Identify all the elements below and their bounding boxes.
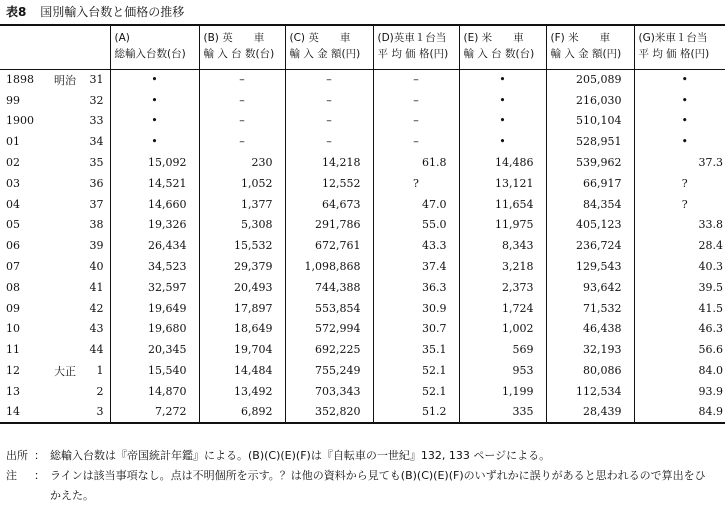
- table-number: 表8: [6, 5, 27, 19]
- table-row: [0, 402, 725, 423]
- cell-uk-avg-price: –: [373, 111, 459, 132]
- cell-year: 1900: [6, 114, 34, 128]
- cell-total-imports: 19,680: [110, 319, 199, 340]
- cell-uk-avg-price: 52.1: [373, 360, 459, 381]
- cell-uk-avg-price: 37.4: [373, 256, 459, 277]
- header-col-g: (G)米車１台当 平 均 価 格(円): [634, 25, 725, 69]
- cell-era: [50, 215, 86, 236]
- cell-uk-units: 14,484: [199, 360, 285, 381]
- cell-era: [50, 256, 86, 277]
- table-row: [0, 111, 725, 132]
- cell-uk-avg-price: –: [373, 90, 459, 111]
- cell-us-avg-price: 39.5: [634, 277, 725, 298]
- header-col-b: (B) 英 車 輸 入 台 数(台): [199, 25, 285, 69]
- data-table: [0, 24, 725, 424]
- cell-us-units: 2,373: [459, 277, 546, 298]
- cell-era-year: 1: [96, 364, 104, 378]
- cell-uk-avg-price: –: [373, 69, 459, 90]
- cell-uk-units: 6,892: [199, 402, 285, 423]
- cell-us-value: 539,962: [546, 152, 634, 173]
- cell-total-imports: 19,326: [110, 215, 199, 236]
- cell-us-units: 953: [459, 360, 546, 381]
- cell-era-year: 33: [89, 114, 104, 128]
- cell-uk-value: 672,761: [285, 235, 373, 256]
- cell-us-avg-price: •: [634, 90, 725, 111]
- cell-us-avg-price: ?: [634, 194, 725, 215]
- cell-era: [50, 298, 86, 319]
- cell-era-year: 42: [89, 301, 104, 315]
- cell-era: [50, 235, 86, 256]
- cell-era: [50, 402, 86, 423]
- table-row: [0, 256, 725, 277]
- cell-era: [50, 319, 86, 340]
- cell-total-imports: 7,272: [110, 402, 199, 423]
- cell-uk-avg-price: 47.0: [373, 194, 459, 215]
- cell-us-avg-price: 40.3: [634, 256, 725, 277]
- cell-year: 06: [6, 239, 20, 253]
- table-row: [0, 152, 725, 173]
- cell-uk-avg-price: 36.3: [373, 277, 459, 298]
- cell-total-imports: 15,092: [110, 152, 199, 173]
- cell-us-avg-price: 46.3: [634, 319, 725, 340]
- cell-era-year: 40: [89, 260, 104, 274]
- cell-total-imports: 19,649: [110, 298, 199, 319]
- cell-era: [50, 90, 86, 111]
- cell-uk-avg-price: 52.1: [373, 381, 459, 402]
- cell-era: [50, 152, 86, 173]
- cell-total-imports: 20,345: [110, 339, 199, 360]
- cell-uk-value: –: [285, 90, 373, 111]
- table-row: [0, 90, 725, 111]
- note-remark: 注 ： ラインは該当事項なし。点は不明個所を示す。？は他の資料から見ても(B)(C)(E)(F)のいずれかに誤りがあると思われるので算出をひかえた。: [6, 469, 706, 502]
- cell-us-value: 80,086: [546, 360, 634, 381]
- cell-uk-value: 1,098,868: [285, 256, 373, 277]
- cell-year: 05: [6, 218, 20, 232]
- cell-era-year: 38: [89, 218, 104, 232]
- cell-uk-avg-price: 55.0: [373, 215, 459, 236]
- table-row: [0, 339, 725, 360]
- cell-uk-avg-price: 30.7: [373, 319, 459, 340]
- cell-us-value: 205,089: [546, 69, 634, 90]
- table-row: [0, 173, 725, 194]
- table-row: [0, 131, 725, 152]
- cell-us-avg-price: 28.4: [634, 235, 725, 256]
- cell-us-units: 1,199: [459, 381, 546, 402]
- cell-us-units: 1,724: [459, 298, 546, 319]
- cell-uk-value: 64,673: [285, 194, 373, 215]
- cell-uk-units: –: [199, 69, 285, 90]
- cell-us-value: 405,123: [546, 215, 634, 236]
- cell-total-imports: 26,434: [110, 235, 199, 256]
- cell-era: [50, 381, 86, 402]
- cell-uk-units: 1,377: [199, 194, 285, 215]
- cell-us-units: 3,218: [459, 256, 546, 277]
- cell-uk-units: –: [199, 131, 285, 152]
- cell-era-year: 36: [89, 176, 104, 190]
- cell-us-units: 8,343: [459, 235, 546, 256]
- cell-year: 99: [6, 93, 20, 107]
- cell-us-units: 1,002: [459, 319, 546, 340]
- cell-uk-avg-price: –: [373, 131, 459, 152]
- table-row: [0, 298, 725, 319]
- cell-era: [50, 131, 86, 152]
- cell-uk-value: –: [285, 131, 373, 152]
- cell-uk-units: 29,379: [199, 256, 285, 277]
- cell-year: 07: [6, 260, 20, 274]
- cell-uk-avg-price: 43.3: [373, 235, 459, 256]
- table-row: [0, 215, 725, 236]
- cell-uk-avg-price: 30.9: [373, 298, 459, 319]
- cell-us-value: 71,532: [546, 298, 634, 319]
- cell-uk-value: 14,218: [285, 152, 373, 173]
- table-row: [0, 194, 725, 215]
- cell-era: 大正: [54, 364, 76, 378]
- cell-uk-value: –: [285, 69, 373, 90]
- table-row: [0, 69, 725, 90]
- cell-uk-value: 755,249: [285, 360, 373, 381]
- cell-uk-units: –: [199, 111, 285, 132]
- table-row: [0, 235, 725, 256]
- cell-us-value: 216,030: [546, 90, 634, 111]
- cell-era-year: 32: [89, 93, 104, 107]
- cell-us-units: 13,121: [459, 173, 546, 194]
- table-row: [0, 381, 725, 402]
- cell-total-imports: •: [110, 131, 199, 152]
- cell-us-value: 112,534: [546, 381, 634, 402]
- cell-us-value: 46,438: [546, 319, 634, 340]
- cell-us-value: 66,917: [546, 173, 634, 194]
- cell-us-avg-price: 93.9: [634, 381, 725, 402]
- cell-era-year: 3: [86, 402, 110, 423]
- cell-total-imports: 14,660: [110, 194, 199, 215]
- cell-year: 12: [6, 364, 20, 378]
- cell-year: 14: [0, 402, 50, 423]
- cell-us-avg-price: •: [634, 111, 725, 132]
- cell-uk-avg-price: 51.2: [373, 402, 459, 423]
- cell-us-value: 93,642: [546, 277, 634, 298]
- cell-total-imports: 32,597: [110, 277, 199, 298]
- cell-uk-units: 15,532: [199, 235, 285, 256]
- cell-era-year: 39: [89, 239, 104, 253]
- cell-uk-avg-price: 61.8: [373, 152, 459, 173]
- cell-era-year: 37: [89, 197, 104, 211]
- cell-us-units: 11,975: [459, 215, 546, 236]
- cell-us-avg-price: •: [634, 131, 725, 152]
- cell-total-imports: 15,540: [110, 360, 199, 381]
- cell-uk-units: 18,649: [199, 319, 285, 340]
- cell-era-year: 41: [89, 280, 104, 294]
- cell-uk-value: 12,552: [285, 173, 373, 194]
- table-row: [0, 319, 725, 340]
- header-col-f: (F) 米 車 輸 入 金 額(円): [546, 25, 634, 69]
- cell-uk-value: 553,854: [285, 298, 373, 319]
- cell-year: 11: [6, 343, 20, 357]
- cell-uk-value: 291,786: [285, 215, 373, 236]
- cell-us-avg-price: 41.5: [634, 298, 725, 319]
- header-col-e: (E) 米 車 輸 入 台 数(台): [459, 25, 546, 69]
- cell-us-units: 569: [459, 339, 546, 360]
- header-col-a: (A) 総輸入台数(台): [110, 25, 199, 69]
- cell-uk-units: –: [199, 90, 285, 111]
- cell-era: [50, 277, 86, 298]
- cell-us-avg-price: ?: [634, 173, 725, 194]
- cell-us-avg-price: 84.9: [634, 402, 725, 423]
- cell-year: 01: [6, 135, 20, 149]
- cell-us-avg-price: 33.8: [634, 215, 725, 236]
- cell-us-units: •: [459, 131, 546, 152]
- table-title: [6, 3, 184, 21]
- cell-total-imports: •: [110, 111, 199, 132]
- cell-year: 08: [6, 280, 20, 294]
- cell-us-value: 236,724: [546, 235, 634, 256]
- cell-us-units: 11,654: [459, 194, 546, 215]
- cell-era-year: 31: [89, 73, 104, 87]
- cell-us-units: •: [459, 111, 546, 132]
- cell-us-avg-price: 37.3: [634, 152, 725, 173]
- cell-uk-value: 744,388: [285, 277, 373, 298]
- cell-era: [50, 339, 86, 360]
- cell-uk-units: 13,492: [199, 381, 285, 402]
- cell-era-year: 2: [96, 384, 104, 398]
- cell-us-units: •: [459, 69, 546, 90]
- table-body: [0, 69, 725, 423]
- cell-year: 1898: [6, 73, 34, 87]
- cell-us-value: 129,543: [546, 256, 634, 277]
- cell-us-avg-price: 56.6: [634, 339, 725, 360]
- cell-era-year: 43: [89, 322, 104, 336]
- note-source: 出所 ： 総輸入台数は『帝国統計年鑑』による。(B)(C)(E)(F)は『自転車の一世紀』132, 133 ページによる。: [6, 449, 551, 462]
- cell-uk-value: –: [285, 111, 373, 132]
- cell-uk-units: 230: [199, 152, 285, 173]
- header-col-c: (C) 英 車 輸 入 金 額(円): [285, 25, 373, 69]
- table-row: [0, 277, 725, 298]
- cell-era-year: 34: [89, 135, 104, 149]
- cell-uk-value: 572,994: [285, 319, 373, 340]
- cell-year: 10: [6, 322, 20, 336]
- cell-total-imports: •: [110, 90, 199, 111]
- cell-us-avg-price: 84.0: [634, 360, 725, 381]
- cell-year: 02: [6, 156, 20, 170]
- cell-era-year: 44: [89, 343, 104, 357]
- cell-era: 明治: [54, 73, 76, 87]
- cell-uk-value: 692,225: [285, 339, 373, 360]
- cell-uk-units: 1,052: [199, 173, 285, 194]
- cell-uk-units: 5,308: [199, 215, 285, 236]
- cell-uk-units: 17,897: [199, 298, 285, 319]
- cell-total-imports: •: [110, 69, 199, 90]
- cell-total-imports: 14,521: [110, 173, 199, 194]
- cell-us-value: 84,354: [546, 194, 634, 215]
- cell-us-value: 28,439: [546, 402, 634, 423]
- cell-uk-avg-price: ?: [373, 173, 459, 194]
- cell-uk-avg-price: 35.1: [373, 339, 459, 360]
- cell-uk-units: 20,493: [199, 277, 285, 298]
- cell-uk-units: 19,704: [199, 339, 285, 360]
- cell-era: [50, 194, 86, 215]
- cell-year: 04: [6, 197, 20, 211]
- cell-us-units: 335: [459, 402, 546, 423]
- header-year: [0, 25, 110, 69]
- cell-year: 13: [6, 384, 20, 398]
- notes: [6, 446, 710, 506]
- cell-era: [50, 111, 86, 132]
- cell-era-year: 35: [89, 156, 104, 170]
- table-row: [0, 360, 725, 381]
- cell-uk-value: 352,820: [285, 402, 373, 423]
- cell-year: 09: [6, 301, 20, 315]
- cell-era: [50, 173, 86, 194]
- table-caption: 国別輸入台数と価格の推移: [40, 5, 185, 19]
- header-col-d: (D)英車１台当 平 均 価 格(円): [373, 25, 459, 69]
- cell-us-value: 510,104: [546, 111, 634, 132]
- cell-us-value: 528,951: [546, 131, 634, 152]
- cell-total-imports: 34,523: [110, 256, 199, 277]
- cell-us-avg-price: •: [634, 69, 725, 90]
- cell-us-value: 32,193: [546, 339, 634, 360]
- cell-uk-value: 703,343: [285, 381, 373, 402]
- cell-us-units: 14,486: [459, 152, 546, 173]
- header-row: [0, 25, 725, 69]
- cell-us-units: •: [459, 90, 546, 111]
- cell-total-imports: 14,870: [110, 381, 199, 402]
- cell-year: 03: [6, 176, 20, 190]
